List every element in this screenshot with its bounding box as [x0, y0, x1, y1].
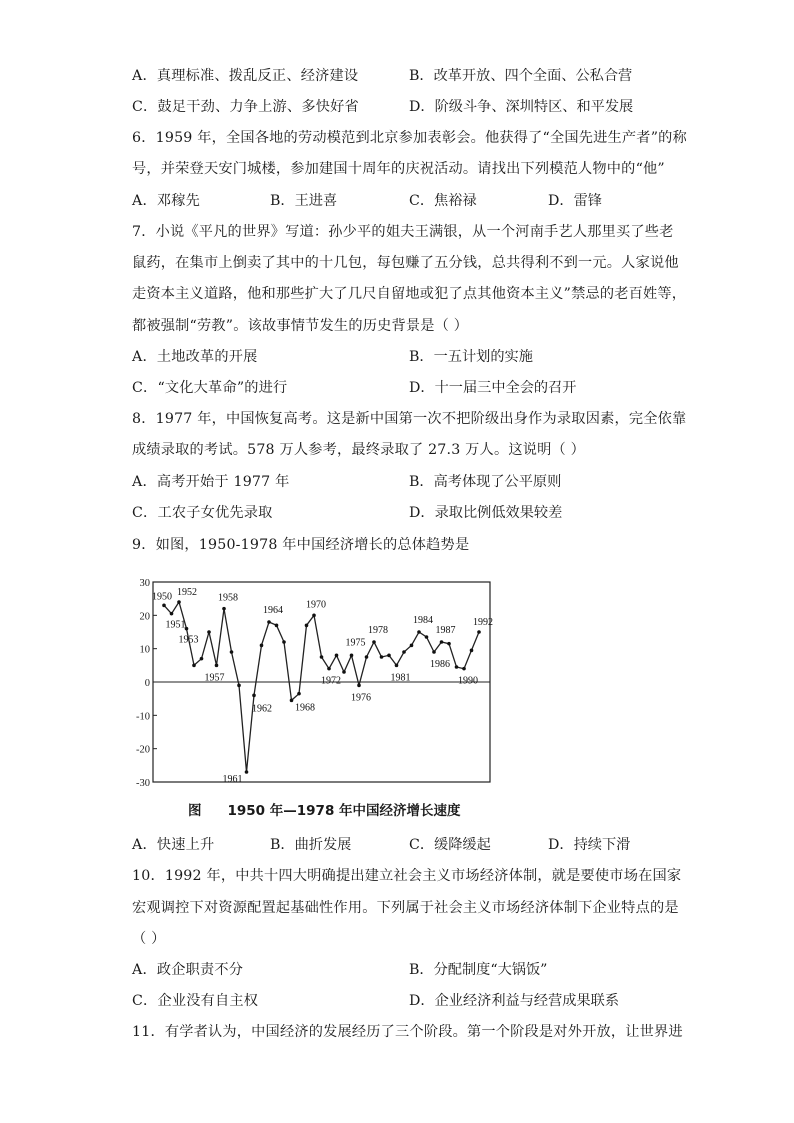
data-point — [275, 624, 279, 628]
data-point — [237, 684, 241, 688]
q9-option-d: D．持续下滑 — [548, 837, 631, 853]
q10-stem-line3: （ ） — [132, 931, 166, 947]
q8-option-a: A．高考开始于 1977 年 — [132, 474, 290, 490]
q9-option-a: A．快速上升 — [132, 837, 215, 853]
y-tick-label: 30 — [139, 578, 150, 589]
data-point — [372, 640, 376, 644]
q9-stem: 9．如图，1950-1978 年中国经济增长的总体趋势是 — [132, 537, 470, 553]
year-label-1961: 1961 — [222, 774, 243, 785]
data-point — [342, 670, 346, 674]
q6-stem-line2: 号，并荣登天安门城楼，参加建国十周年的庆祝活动。请找出下列模范人物中的“他” — [132, 161, 665, 177]
data-point — [267, 620, 271, 624]
q5-option-b: B．改革开放、四个全面、公私合营 — [409, 68, 633, 84]
data-point — [387, 654, 391, 658]
chart-caption — [188, 799, 461, 819]
data-point — [477, 630, 481, 634]
data-point — [282, 640, 286, 644]
year-label-1986: 1986 — [430, 659, 450, 670]
data-point — [162, 604, 166, 608]
data-point — [260, 644, 264, 648]
q9-option-c: C．缓降缓起 — [409, 837, 491, 853]
data-point — [312, 614, 316, 618]
data-point — [222, 607, 226, 611]
data-points — [162, 600, 481, 774]
data-point — [417, 630, 421, 634]
data-point — [327, 667, 331, 671]
q6-option-b: B．王进喜 — [270, 193, 338, 209]
q10-stem-line2: 宏观调控下对资源配置起基础性作用。下列属于社会主义市场经济体制下企业特点的是 — [132, 900, 679, 916]
q6-option-a: A．邓稼先 — [132, 193, 200, 209]
year-label-1981: 1981 — [390, 672, 411, 684]
y-tick-label: 0 — [144, 678, 150, 689]
year-label-1964: 1964 — [263, 605, 283, 616]
q6-option-d: D．雷锋 — [548, 193, 602, 209]
year-label-1970: 1970 — [306, 599, 326, 611]
q7-option-a: A．土地改革的开展 — [132, 349, 258, 365]
y-tick-label: -10 — [136, 711, 150, 723]
q11-stem-line1: 11．有学者认为，中国经济的发展经历了三个阶段。第一个阶段是对外开放，让世界进 — [132, 1024, 683, 1040]
data-point — [425, 635, 429, 639]
data-point — [290, 699, 294, 703]
data-point — [335, 654, 339, 658]
data-point — [395, 664, 399, 668]
data-point — [215, 664, 219, 668]
data-point — [297, 692, 301, 696]
q10-option-a: A．政企职责不分 — [132, 962, 244, 978]
year-label-1978: 1978 — [368, 625, 388, 636]
q7-stem-line4: 都被强制“劳教”。该故事情节发生的历史背景是（ ） — [132, 318, 469, 334]
year-label-1953: 1953 — [178, 634, 199, 646]
year-label-1957: 1957 — [204, 672, 225, 684]
q10-option-b: B．分配制度“大锅饭” — [409, 962, 548, 978]
data-point — [200, 657, 204, 661]
data-point — [177, 600, 181, 604]
year-labels — [152, 587, 493, 785]
data-point — [192, 664, 196, 668]
q8-option-b: B．高考体现了公平原则 — [409, 474, 562, 490]
data-point — [230, 650, 234, 654]
y-tick-label: 10 — [139, 644, 150, 656]
q5-option-c: C．鼓足干劲、力争上游、多快好省 — [132, 99, 359, 115]
data-point — [432, 650, 436, 654]
data-point — [440, 640, 444, 644]
year-label-1952: 1952 — [177, 587, 197, 598]
caption-label: 图 — [188, 803, 202, 819]
data-point — [380, 655, 384, 659]
data-point — [207, 630, 211, 634]
year-label-1962: 1962 — [252, 703, 272, 715]
data-point — [357, 684, 361, 688]
q7-option-b: B．一五计划的实施 — [409, 349, 533, 365]
q7-stem-line1: 7．小说《平凡的世界》写道：孙少平的姐夫王满银，从一个河南手艺人那里买了些老 — [132, 224, 674, 240]
year-label-1984: 1984 — [413, 615, 433, 626]
series-line — [164, 602, 479, 772]
q7-stem-line2: 鼠药，在集市上倒卖了其中的十几包，每包赚了五分钱，总共得利不到一元。人家说他 — [132, 255, 679, 271]
data-point — [252, 694, 256, 698]
data-point — [402, 650, 406, 654]
q6-option-c: C．焦裕禄 — [409, 193, 477, 209]
data-point — [365, 655, 369, 659]
q8-option-c: C．工农子女优先录取 — [132, 505, 273, 521]
data-point — [320, 655, 324, 659]
y-axis-ticks — [136, 578, 157, 789]
data-point — [170, 612, 174, 616]
data-point — [305, 624, 309, 628]
q6-stem-line1: 6．1959 年，全国各地的劳动模范到北京参加表彰会。他获得了“全国先进生产者”的称 — [132, 130, 687, 146]
year-label-1958: 1958 — [218, 592, 238, 604]
y-tick-label: 20 — [139, 611, 150, 623]
q10-option-c: C．企业没有自主权 — [132, 993, 259, 1009]
year-label-1987: 1987 — [435, 625, 456, 636]
year-label-1990: 1990 — [458, 675, 478, 687]
q9-option-b: B．曲折发展 — [270, 837, 352, 853]
q5-option-a: A．真理标准、拨乱反正、经济建设 — [132, 68, 359, 84]
q10-option-d: D．企业经济利益与经营成果联系 — [409, 993, 620, 1009]
q8-stem-line1: 8．1977 年，中国恢复高考。这是新中国第一次不把阶级出身作为录取因素，完全依靠 — [132, 411, 687, 427]
data-point — [350, 654, 354, 658]
data-point — [470, 649, 474, 653]
data-point — [245, 770, 249, 774]
year-label-1968: 1968 — [295, 702, 315, 714]
growth-line-chart — [128, 574, 498, 790]
data-point — [455, 665, 459, 669]
q5-option-d: D．阶级斗争、深圳特区、和平发展 — [409, 99, 634, 115]
year-label-1976: 1976 — [351, 692, 371, 704]
year-label-1951: 1951 — [165, 619, 186, 631]
data-point — [410, 644, 414, 648]
y-tick-label: -20 — [136, 744, 150, 756]
year-label-1992: 1992 — [473, 617, 493, 628]
year-label-1950: 1950 — [152, 591, 172, 603]
q7-stem-line3: 走资本主义道路，他和那些扩大了几尺自留地或犯了点其他资本主义”禁忌的老百姓等， — [132, 286, 687, 302]
year-label-1972: 1972 — [321, 675, 341, 687]
year-label-1975: 1975 — [345, 637, 366, 649]
data-point — [447, 642, 451, 646]
q8-stem-line2: 成绩录取的考试。578 万人参考，最终录取了 27.3 万人。这说明（ ） — [132, 442, 585, 458]
q10-stem-line1: 10．1992 年，中共十四大明确提出建立社会主义市场经济体制，就是要使市场在国家 — [132, 868, 682, 884]
q7-option-c: C．“文化大革命”的进行 — [132, 380, 288, 396]
data-point — [462, 667, 466, 671]
y-tick-label: -30 — [136, 778, 150, 789]
q7-option-d: D．十一届三中全会的召开 — [409, 380, 577, 396]
q8-option-d: D．录取比例低效果较差 — [409, 505, 563, 521]
caption-title: 1950 年—1978 年中国经济增长速度 — [227, 803, 461, 819]
